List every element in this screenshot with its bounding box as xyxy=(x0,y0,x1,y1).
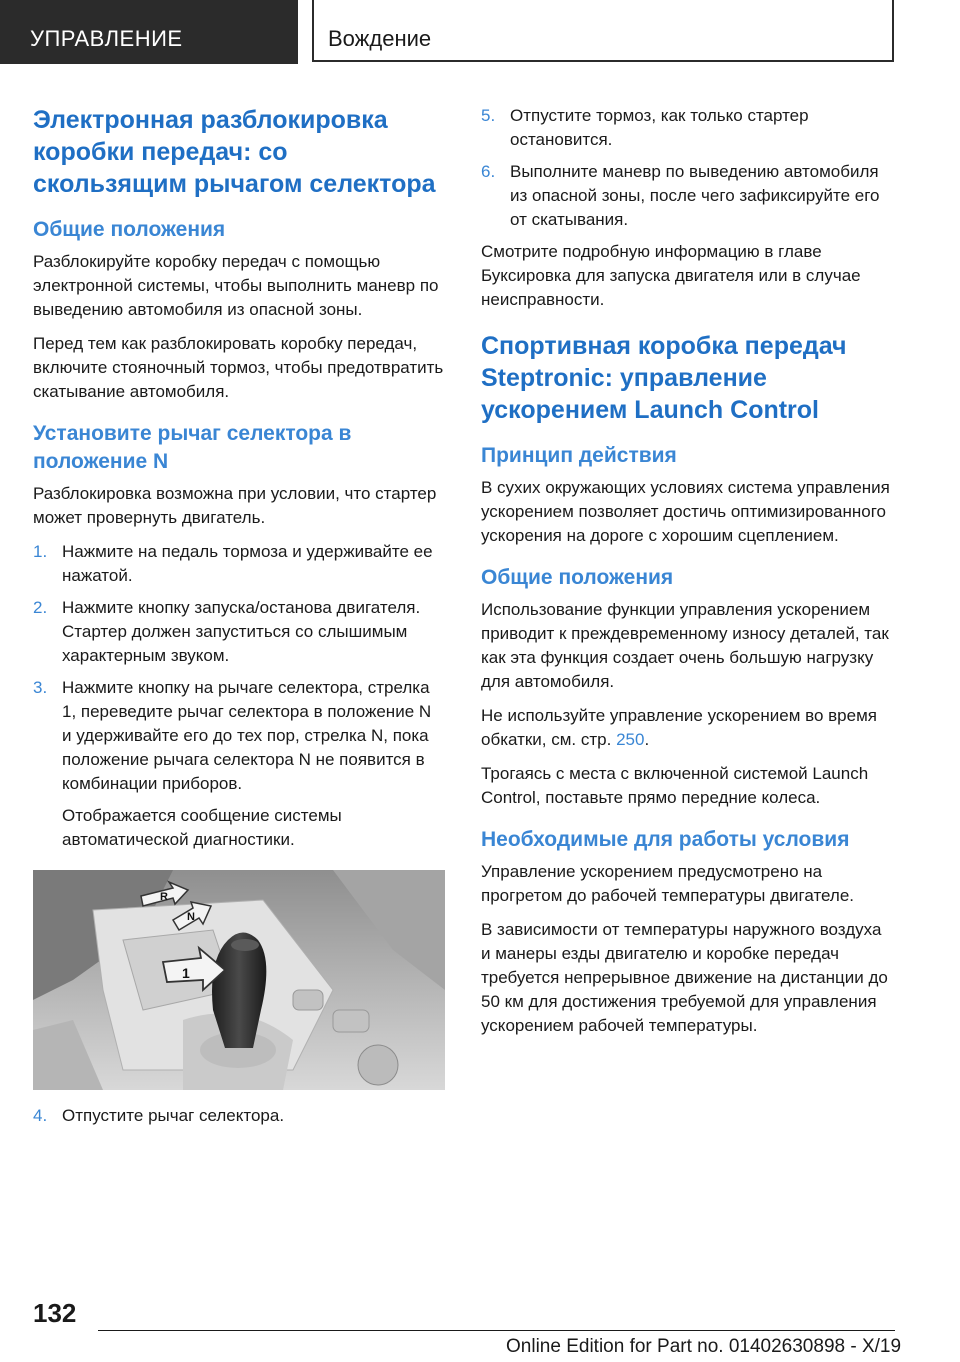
right-column xyxy=(481,96,895,1048)
arrow-label-r: R xyxy=(160,891,168,903)
subheading-conditions: Необходимые для работы условия xyxy=(481,828,850,851)
list-item xyxy=(33,1104,445,1128)
subheading-set-neutral: Установите рычаг селектора в положение N xyxy=(33,422,352,473)
step-text: Выполните маневр по выведению автомобиля из опасной зоны, после чего зафиксируйте его от скатывания. xyxy=(510,162,880,229)
subheading-general: Общие положения xyxy=(481,566,674,589)
paragraph: В зависимости от температуры наружного воздуха и манеры езды двигателю и коробке передач требуется непрерывное движение на дистанции до 50 км для достижения требуемой для управления ускорением рабочей температуры. xyxy=(481,920,888,1035)
paragraph: Разблокируйте коробку передач с помощью электронной системы, чтобы выполнить маневр по выведению автомобиля из опасной зоны. xyxy=(33,252,439,319)
gear-selector-photo xyxy=(33,870,445,1090)
list-item xyxy=(33,596,445,668)
paragraph: В сухих окружающих условиях система управления ускорением позволяет достичь оптимизированного ускорения на дороге с хорошим сцеплением. xyxy=(481,478,890,545)
paragraph: Перед тем как разблокировать коробку передач, включите стояночный тормоз, чтобы предотвратить скатывание автомобиля. xyxy=(33,334,444,401)
step-text: Нажмите на педаль тормоза и удерживайте ее нажатой. xyxy=(62,542,433,585)
header-chapter-box xyxy=(312,0,894,62)
left-column xyxy=(33,96,445,1136)
paragraph-text: . xyxy=(644,730,650,749)
list-item xyxy=(481,160,895,232)
steps-list xyxy=(481,104,895,232)
step-number: 2. xyxy=(33,598,48,617)
step-note: Отображается сообщение системы автоматической диагностики. xyxy=(62,806,342,849)
list-item xyxy=(481,104,895,152)
header-chapter-label: Вождение xyxy=(328,26,432,51)
subheading-general: Общие положения xyxy=(33,218,226,241)
header-section-label: УПРАВЛЕНИЕ xyxy=(30,26,183,51)
step-number: 4. xyxy=(33,1106,48,1125)
step-text: Отпустите рычаг селектора. xyxy=(62,1106,285,1125)
step-number: 6. xyxy=(481,162,496,181)
step-text: Нажмите кнопку запуска/останова двигателя. Стартер должен запуститься со слышимым характерным звуком. xyxy=(62,598,421,665)
header-section-tab xyxy=(0,0,298,64)
step-text: Отпустите тормоз, как только стартер остановится. xyxy=(510,106,809,149)
paragraph: Использование функции управления ускорением приводит к преждевременному износу деталей, так как эта функция создает очень большую нагрузку для автомобиля. xyxy=(481,600,889,691)
edition-note: Online Edition for Part no. 01402630898 - X/19 xyxy=(506,1336,902,1357)
step-number: 1. xyxy=(33,542,48,561)
page-number: 132 xyxy=(33,1298,77,1328)
section-title-selector-unlock: Электронная разблокировка коробки передач: со скользящим рычагом селектора xyxy=(33,106,436,198)
list-item xyxy=(33,540,445,588)
subheading-principle: Принцип действия xyxy=(481,444,677,467)
paragraph: Разблокировка возможна при условии, что стартер может провернуть двигатель. xyxy=(33,484,437,527)
arrow-label-one: 1 xyxy=(182,965,190,981)
steps-list-continued xyxy=(33,1104,445,1128)
footer-divider xyxy=(98,1330,895,1331)
steps-list xyxy=(33,540,445,852)
section-title-launch-control: Спортивная коробка передач Steptronic: управление ускорением Launch Control xyxy=(481,332,847,424)
list-item xyxy=(33,676,445,852)
gear-selector-illustration xyxy=(33,870,445,1090)
paragraph-text: Не используйте управление ускорением во время обкатки, см. стр. xyxy=(481,706,877,749)
paragraph: Управление ускорением предусмотрено на прогретом до рабочей температуры двигателе. xyxy=(481,862,855,905)
step-text: Нажмите кнопку на рычаге селектора, стрелка 1, переведите рычаг селектора в положение N и удерживайте его до тех пор, стрелка N, пока положение рычага селектора N не появится в комбинации приборов. xyxy=(62,678,432,793)
paragraph: Смотрите подробную информацию в главе Буксировка для запуска двигателя или в случае неисправности. xyxy=(481,242,861,309)
arrow-label-n: N xyxy=(187,911,195,923)
paragraph xyxy=(481,704,895,752)
paragraph: Трогаясь с места с включенной системой Launch Control, поставьте прямо передние колеса. xyxy=(481,764,869,807)
page-reference-link[interactable]: 250 xyxy=(616,730,645,749)
step-number: 3. xyxy=(33,678,48,697)
step-number: 5. xyxy=(481,106,496,125)
